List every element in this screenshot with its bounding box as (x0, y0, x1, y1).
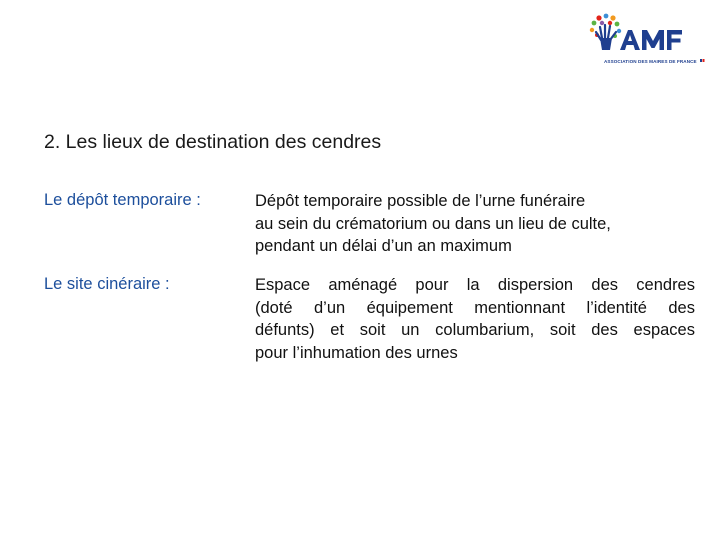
definition-site-cineraire (255, 274, 695, 364)
term-site-cineraire: Le site cinéraire : (44, 275, 170, 293)
definition-depot-temporaire (255, 190, 685, 258)
definition-line: pour l’inhumation des urnes (255, 343, 458, 362)
definition-line: pendant un délai d’un an maximum (255, 237, 512, 255)
definition-line: (doté d’un équipement mentionnant l’identité des (255, 298, 695, 317)
definition-line: Espace aménagé pour la dispersion des cendres (255, 276, 695, 294)
slide-title: 2. Les lieux de destination des cendres (44, 131, 382, 153)
definition-line: défunts) et soit un columbarium, soit des espaces (255, 321, 695, 339)
definition-line: Dépôt temporaire possible de l’urne funéraire (255, 192, 586, 210)
logo-tagline: ASSOCIATION DES MAIRES DE FRANCE (604, 59, 697, 64)
definition-line: au sein du crématorium ou dans un lieu de culte, (255, 214, 611, 233)
term-depot-temporaire: Le dépôt temporaire : (44, 191, 201, 209)
amf-logo (588, 12, 710, 72)
